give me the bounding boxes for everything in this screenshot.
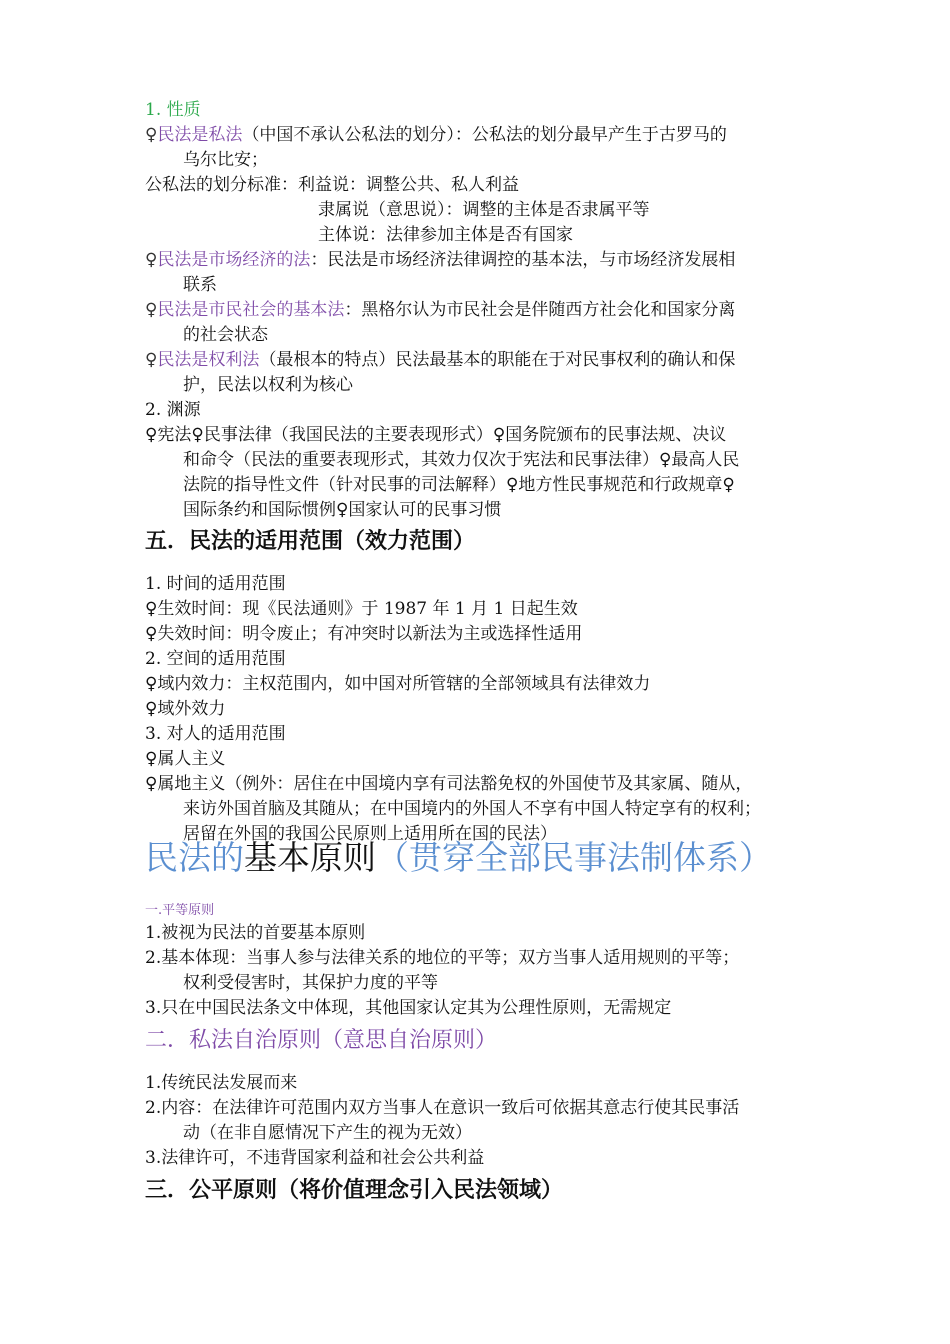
venus-bullet-icon: ♀ (145, 125, 158, 145)
sources-line-4: 国际条约和国际惯例♀国家认可的民事习惯 (183, 500, 502, 520)
point-label: 民法是市场经济的法 (157, 250, 311, 270)
point-text: ：黑格尔认为市民社会是伴随西方社会化和国家分离 (344, 300, 736, 320)
division-standard-line-2: 隶属说（意思说）：调整的主体是否隶属平等 (318, 200, 650, 220)
time-scope-item-2: ♀失效时间：明令废止；有冲突时以新法为主或选择性适用 (145, 624, 583, 644)
autonomy-item-1: 1.传统民法发展而来 (145, 1073, 298, 1093)
equality-heading: 一.平等原则 (145, 903, 215, 918)
point-label: 民法是市民社会的基本法 (157, 300, 345, 320)
sources-heading: 2. 渊源 (145, 400, 201, 420)
person-scope-heading: 3. 对人的适用范围 (145, 724, 286, 744)
nature-point-private-law (145, 124, 727, 146)
equality-item-2: 2.基本体现：当事人参与法律关系的地位的平等；双方当事人适用规则的平等； (145, 948, 740, 968)
point-text: （最根本的特点）民法最基本的职能在于对民事权利的确认和保 (259, 350, 736, 370)
autonomy-item-2-cont: 动（在非自愿情况下产生的视为无效） (183, 1123, 472, 1143)
point-label: 民法是权利法 (157, 350, 260, 370)
autonomy-heading: 二．私法自治原则（意思自治原则） (145, 1028, 498, 1053)
nature-point-rights-law (145, 349, 735, 371)
venus-bullet-icon: ♀ (145, 350, 158, 370)
nature-point-private-law-cont: 乌尔比安； (183, 150, 268, 170)
venus-bullet-icon: ♀ (145, 300, 158, 320)
person-scope-item-2-cont-2: 居留在外国的我国公民原则上适用所在国的民法） (183, 824, 557, 844)
point-text: （中国不承认公私法的划分）：公私法的划分最早产生于古罗马的 (242, 125, 727, 145)
nature-point-market-economy-cont: 联系 (183, 275, 217, 295)
autonomy-item-3: 3.法律许可，不违背国家利益和社会公共利益 (145, 1148, 485, 1168)
time-scope-item-1: ♀生效时间：现《民法通则》于 1987 年 1 月 1 日起生效 (145, 599, 578, 619)
nature-point-civil-society (145, 299, 735, 321)
space-scope-item-2: ♀域外效力 (145, 699, 226, 719)
point-text: ：民法是市场经济法律调控的基本法，与市场经济发展相 (310, 250, 736, 270)
title-part-2: 基本原则 (244, 838, 376, 877)
fairness-heading: 三．公平原则（将价值理念引入民法领域） (145, 1178, 564, 1203)
division-standard-line-1: 公私法的划分标准：利益说：调整公共、私人利益 (145, 175, 519, 195)
autonomy-item-2: 2.内容：在法律许可范围内双方当事人在意识一致后可依据其意志行使其民事活 (145, 1098, 740, 1118)
division-standard-line-3: 主体说：法律参加主体是否有国家 (318, 225, 573, 245)
nature-point-civil-society-cont: 的社会状态 (183, 325, 268, 345)
title-part-1: 民法的 (145, 838, 244, 877)
space-scope-heading: 2. 空间的适用范围 (145, 649, 286, 669)
equality-item-1: 1.被视为民法的首要基本原则 (145, 923, 366, 943)
person-scope-item-1: ♀属人主义 (145, 749, 226, 769)
space-scope-item-1: ♀域内效力：主权范围内，如中国对所管辖的全部领域具有法律效力 (145, 674, 651, 694)
point-label: 民法是私法 (157, 125, 243, 145)
person-scope-item-2: ♀属地主义（例外：居住在中国境内享有司法豁免权的外国使节及其家属、随从， (145, 774, 753, 794)
section-5-title: 五．民法的适用范围（效力范围） (145, 529, 476, 554)
sources-line-1: ♀宪法♀民事法律（我国民法的主要表现形式）♀国务院颁布的民事法规、决议 (145, 425, 727, 445)
venus-bullet-icon: ♀ (145, 250, 158, 270)
sources-line-3: 法院的指导性文件（针对民事的司法解释）♀地方性民事规范和行政规章♀ (183, 475, 735, 495)
title-part-3: （贯穿全部民事法制体系） (376, 838, 772, 877)
basic-principles-title (145, 836, 772, 880)
nature-point-market-economy (145, 249, 735, 271)
nature-point-rights-law-cont: 护，民法以权利为核心 (183, 375, 353, 395)
equality-item-3: 3.只在中国民法条文中体现，其他国家认定其为公理性原则，无需规定 (145, 998, 672, 1018)
time-scope-heading: 1. 时间的适用范围 (145, 574, 286, 594)
nature-heading: 1. 性质 (145, 100, 201, 120)
sources-line-2: 和命令（民法的重要表现形式，其效力仅次于宪法和民事法律）♀最高人民 (183, 450, 740, 470)
person-scope-item-2-cont-1: 来访外国首脑及其随从；在中国境内的外国人不享有中国人特定享有的权利； (183, 799, 761, 819)
equality-item-2-cont: 权利受侵害时，其保护力度的平等 (183, 973, 438, 993)
